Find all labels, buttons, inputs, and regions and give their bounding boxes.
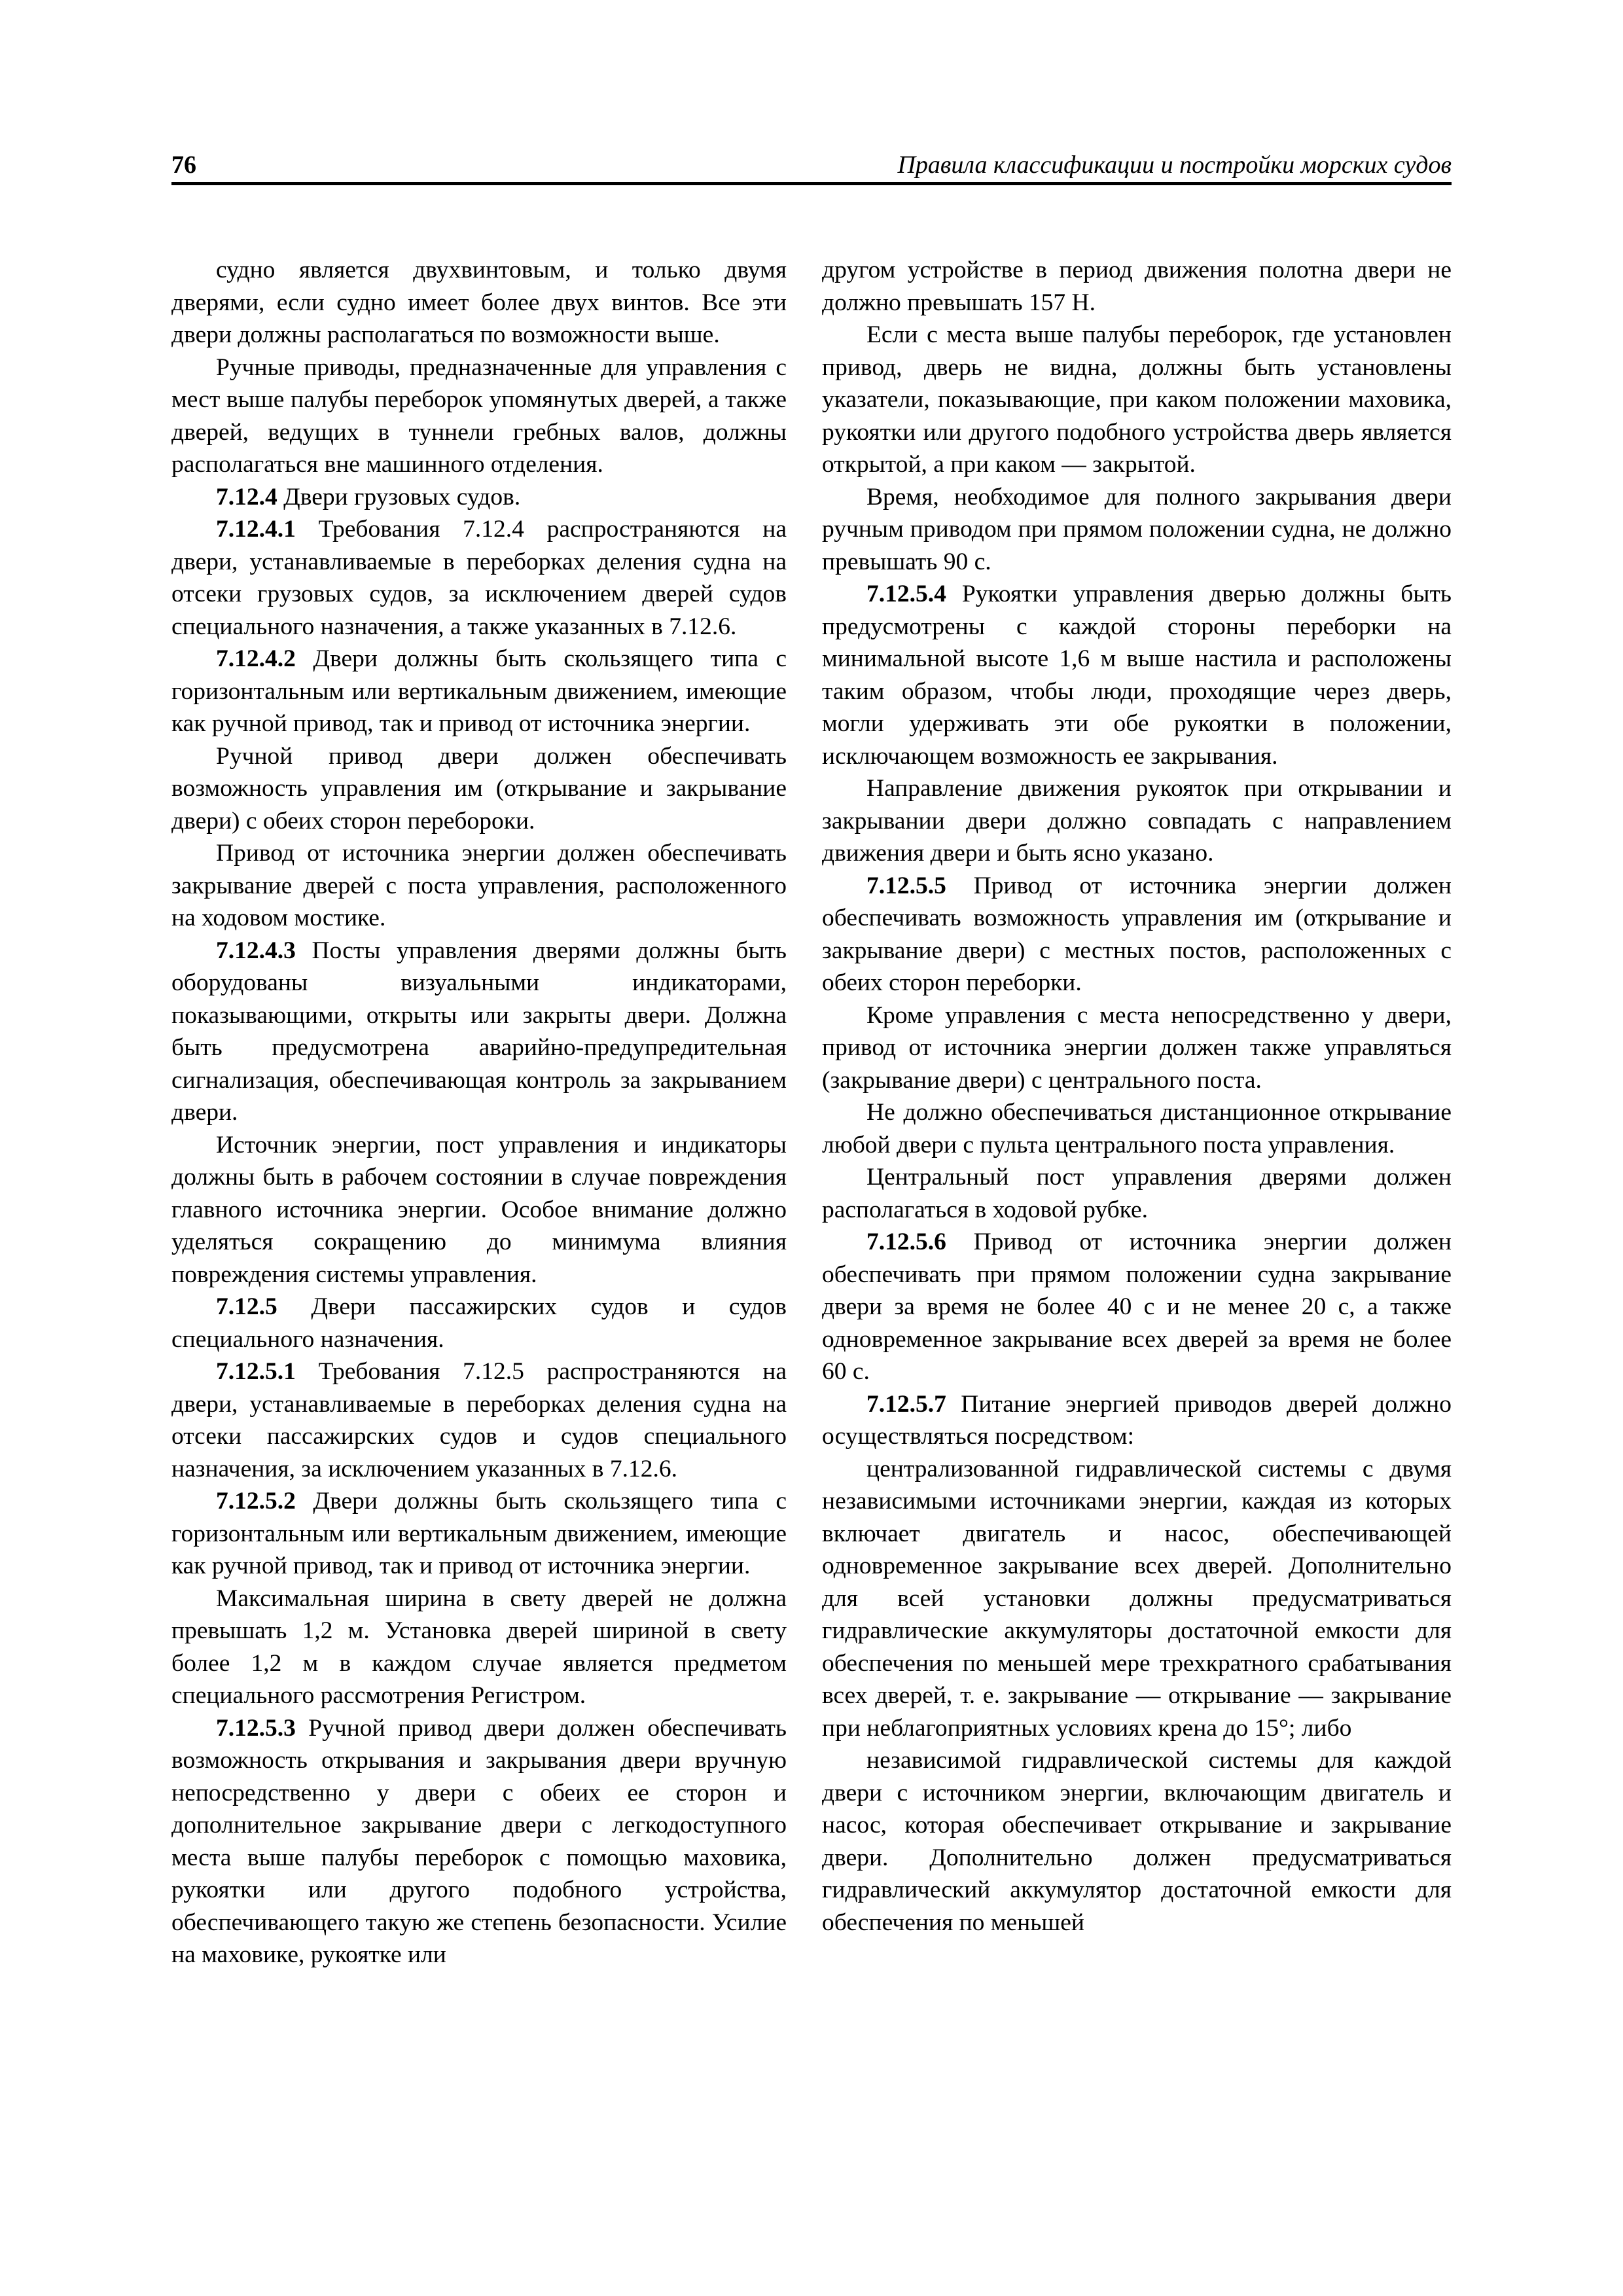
paragraph [822, 999, 1452, 1097]
clause-number: 7.12.5 [216, 1293, 277, 1320]
paragraph [822, 254, 1452, 319]
paragraph [171, 1712, 787, 1971]
paragraph [822, 481, 1452, 579]
clause-number: 7.12.5.6 [866, 1229, 946, 1255]
paragraph-text: Питание энергией приводов дверей должно осуществляться посредством: [822, 1390, 1452, 1450]
paragraph-text: Кроме управления с места непосредственно у двери, привод от источника энергии должен также управляться (закрывание двери) с центрального поста. [822, 1001, 1452, 1094]
paragraph [171, 1485, 787, 1583]
paragraph [171, 513, 787, 643]
paragraph-text: Рукоятки управления дверью должны быть предусмотрены с каждой стороны переборки на минимальной высоте 1,6 м выше настила и расположены таким образом, чтобы люди, проходящие через дверь, могли удерживать эти обе рукоятки в положении, исключающем возможность ее закрывания. [822, 581, 1452, 770]
paragraph [822, 1453, 1452, 1745]
paragraph [822, 578, 1452, 772]
paragraph [171, 1129, 787, 1291]
paragraph-text: другом устройстве в период движения полотна двери не должно превышать 157 Н. [822, 257, 1452, 316]
clause-number: 7.12.5.5 [866, 872, 946, 899]
paragraph [822, 1744, 1452, 1939]
clause-number: 7.12.5.1 [216, 1358, 296, 1385]
right-column [822, 254, 1452, 1939]
paragraph-text: Привод от источника энергии должен обеспечивать при прямом положении судна закрывание двери за время не более 40 с и не менее 20 с, а также одновременное закрывание всех дверей за время не более 60 с. [822, 1229, 1452, 1385]
paragraph [171, 935, 787, 1129]
paragraph-text: Не должно обеспечиваться дистанционное открывание любой двери с пульта центрального поста управления. [822, 1099, 1452, 1158]
paragraph-text: Центральный пост управления дверями должен располагаться в ходовой рубке. [822, 1164, 1452, 1223]
page-number: 76 [171, 151, 196, 179]
paragraph [822, 1226, 1452, 1388]
paragraph-text: Двери должны быть скользящего типа с горизонтальным или вертикальным движением, имеющие как ручной привод, так и привод от источника энергии. [171, 645, 787, 737]
paragraph [171, 254, 787, 351]
paragraph-text: Двери грузовых судов. [277, 483, 521, 511]
left-column [171, 254, 787, 1971]
clause-number: 7.12.5.4 [866, 581, 946, 607]
paragraph [171, 837, 787, 935]
clause-number: 7.12.4.1 [216, 516, 296, 543]
clause-number: 7.12.5.2 [216, 1488, 296, 1515]
paragraph-text: Источник энергии, пост управления и индикаторы должны быть в рабочем состоянии в случае повреждения главного источника энергии. Особое внимание должно уделяться сокращению до минимума влияния повреждения системы управления. [171, 1131, 787, 1288]
paragraph-text: Ручные приводы, предназначенные для управления с мест выше палубы переборок упомянутых дверей, а также дверей, ведущих в туннели гребных валов, должны располагаться вне машинного отделения. [171, 353, 787, 478]
paragraph-text: Двери пассажирских судов и судов специального назначения. [171, 1293, 787, 1353]
paragraph [822, 1388, 1452, 1453]
paragraph [822, 772, 1452, 870]
paragraph-text: Привод от источника энергии должен обеспечивать возможность управления им (открывание и закрывание двери) с местных постов, расположенных с обеих сторон переборки. [822, 872, 1452, 996]
paragraph [171, 643, 787, 740]
paragraph [822, 1161, 1452, 1226]
running-header [171, 143, 1452, 185]
paragraph [171, 740, 787, 838]
paragraph-text: судно является двухвинтовым, и только двумя дверями, если судно имеет более двух винтов. Все эти двери должны располагаться по возможности выше. [171, 257, 787, 348]
paragraph-text: централизованной гидравлической системы с двумя независимыми источниками энергии, каждая из которых включает двигатель и насос, обеспечивающей одновременное закрывание всех дверей. Дополнительно для всей установки должны предусматриваться гидравлические аккумуляторы достаточной емкости для обеспечения по меньшей мере трехкратного срабатывания всех дверей, т. е. закрывание — открывание — закрывание при неблагоприятных условиях крена до 15°; либо [822, 1455, 1452, 1742]
clause-number: 7.12.5.7 [866, 1390, 946, 1418]
clause-number: 7.12.5.3 [216, 1714, 296, 1742]
paragraph [171, 1583, 787, 1712]
paragraph-text: Требования 7.12.5 распространяются на двери, устанавливаемые в переборках деления судна на отсеки пассажирских судов и судов специального назначения, за исключением указанных в 7.12.6. [171, 1358, 787, 1482]
paragraph-text: Требования 7.12.4 распространяются на двери, устанавливаемые в переборках деления судна на отсеки грузовых судов, за исключением дверей судов специального назначения, а также указанных в 7.12.6. [171, 516, 787, 640]
paragraph-text: Посты управления дверями должны быть оборудованы визуальными индикаторами, показывающими, открыты или закрыты двери. Должна быть предусмотрена аварийно-предупредительная сигнализация, обеспечивающая контроль за закрыванием двери. [171, 937, 787, 1126]
paragraph-text: Время, необходимое для полного закрывания двери ручным приводом при прямом положении судна, не должно превышать 90 с. [822, 483, 1452, 575]
paragraph-text: Привод от источника энергии должен обеспечивать закрывание дверей с поста управления, расположенного на ходовом мостике. [171, 840, 787, 931]
paragraph [171, 1291, 787, 1355]
paragraph [171, 351, 787, 481]
paragraph [822, 319, 1452, 481]
paragraph-text: Максимальная ширина в свету дверей не должна превышать 1,2 м. Установка дверей шириной в свету более 1,2 м в каждом случае является предметом специального рассмотрения Регистром. [171, 1585, 787, 1709]
clause-number: 7.12.4.2 [216, 645, 296, 672]
paragraph [171, 481, 787, 514]
paragraph-text: Направление движения рукояток при открывании и закрывании двери должно совпадать с направлением движения двери и быть ясно указано. [822, 775, 1452, 867]
clause-number: 7.12.4.3 [216, 937, 296, 964]
paragraph-text: Ручной привод двери должен обеспечивать возможность открывания и закрывания двери вручную непосредственно у двери с обеих ее сторон и дополнительное закрывание двери с легкодоступного места выше палубы переборок с помощью маховика, рукоятки или другого подобного устройства, обеспечивающего такую же степень безопасности. Усилие на маховике, рукоятке или [171, 1714, 787, 1968]
paragraph-text: Если с места выше палубы переборок, где установлен привод, дверь не видна, должны быть установлены указатели, показывающие, при каком положении маховика, рукоятки или другого подобного устройства дверь является открытой, а при каком — закрытой. [822, 321, 1452, 478]
running-title: Правила классификации и постройки морских судов [897, 151, 1452, 179]
paragraph-text: независимой гидравлической системы для каждой двери с источником энергии, включающим двигатель и насос, которая обеспечивает открывание и закрывание двери. Дополнительно должен предусматриваться гидравлический аккумулятор достаточной емкости для обеспечения по меньшей [822, 1747, 1452, 1936]
paragraph [171, 1355, 787, 1485]
paragraph-text: Двери должны быть скользящего типа с горизонтальным или вертикальным движением, имеющие как ручной привод, так и привод от источника энергии. [171, 1488, 787, 1579]
paragraph [822, 1096, 1452, 1161]
paragraph-text: Ручной привод двери должен обеспечивать возможность управления им (открывание и закрывание двери) с обеих сторон перебороки. [171, 742, 787, 834]
paragraph [822, 870, 1452, 999]
clause-number: 7.12.4 [216, 483, 277, 511]
